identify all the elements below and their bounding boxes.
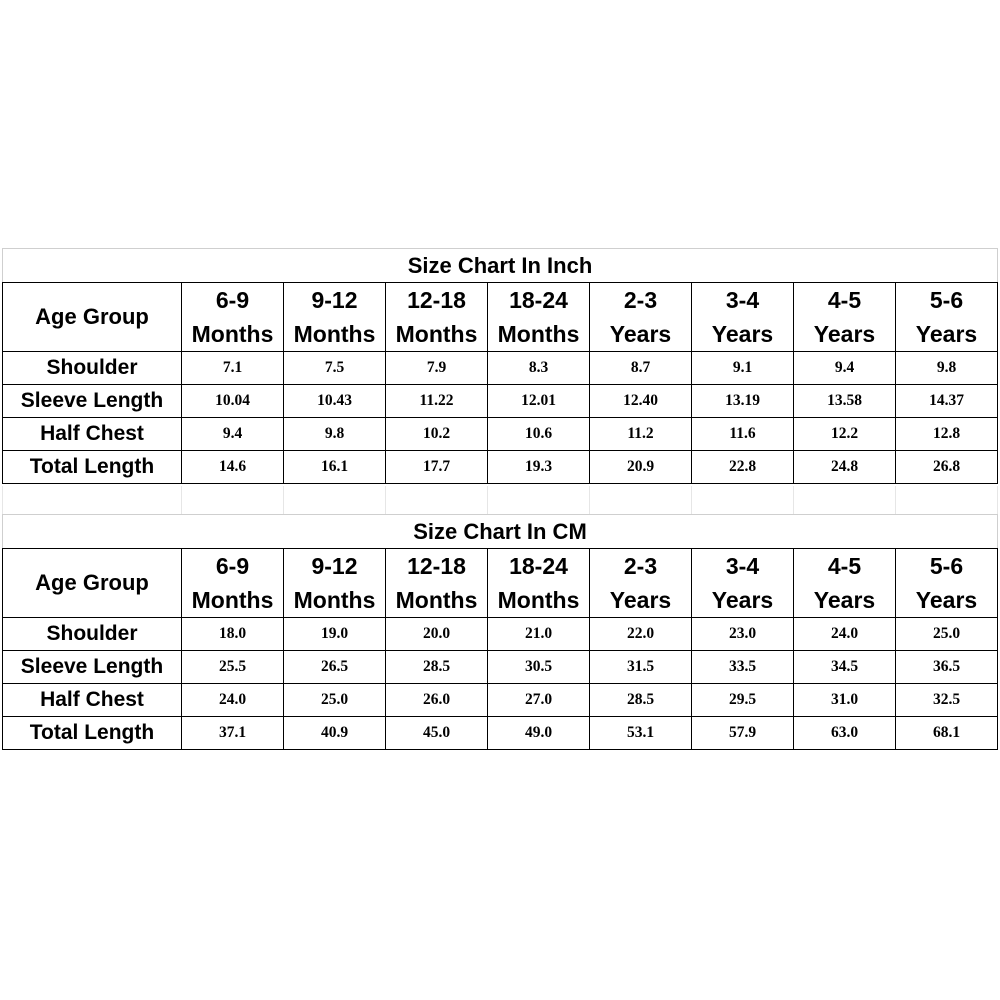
value-cell: 14.6 [182, 451, 284, 484]
value-cell: 18.0 [182, 618, 284, 651]
table-title: Size Chart In CM [3, 515, 998, 549]
value-cell: 19.0 [284, 618, 386, 651]
age-group-header: Age Group [3, 283, 182, 352]
value-cell: 16.1 [284, 451, 386, 484]
spacer-cell [488, 486, 590, 514]
value-cell: 57.9 [692, 717, 794, 750]
header-row [3, 283, 998, 352]
table-row [3, 684, 998, 717]
value-cell: 31.5 [590, 651, 692, 684]
value-cell: 68.1 [896, 717, 998, 750]
table-row [3, 451, 998, 484]
row-label: Sleeve Length [3, 385, 182, 418]
value-cell: 13.19 [692, 385, 794, 418]
row-label: Half Chest [3, 684, 182, 717]
value-cell: 9.1 [692, 352, 794, 385]
value-cell: 17.7 [386, 451, 488, 484]
value-cell: 40.9 [284, 717, 386, 750]
header-row [3, 549, 998, 618]
value-cell: 10.2 [386, 418, 488, 451]
table-row [3, 418, 998, 451]
value-cell: 33.5 [692, 651, 794, 684]
spacer-cell [692, 486, 794, 514]
table-title: Size Chart In Inch [3, 249, 998, 283]
size-header: 2-3 Years [590, 549, 692, 618]
value-cell: 22.0 [590, 618, 692, 651]
value-cell: 36.5 [896, 651, 998, 684]
row-label: Total Length [3, 717, 182, 750]
value-cell: 9.8 [896, 352, 998, 385]
size-header: 5-6 Years [896, 549, 998, 618]
value-cell: 24.8 [794, 451, 896, 484]
value-cell: 9.8 [284, 418, 386, 451]
table-title-row [3, 515, 998, 549]
value-cell: 7.1 [182, 352, 284, 385]
row-label: Shoulder [3, 352, 182, 385]
value-cell: 30.5 [488, 651, 590, 684]
value-cell: 20.0 [386, 618, 488, 651]
value-cell: 19.3 [488, 451, 590, 484]
value-cell: 7.9 [386, 352, 488, 385]
value-cell: 12.8 [896, 418, 998, 451]
row-label: Sleeve Length [3, 651, 182, 684]
size-header: 5-6 Years [896, 283, 998, 352]
age-group-header: Age Group [3, 549, 182, 618]
value-cell: 7.5 [284, 352, 386, 385]
size-header: 12-18 Months [386, 283, 488, 352]
value-cell: 13.58 [794, 385, 896, 418]
spacer-cell [794, 486, 896, 514]
value-cell: 37.1 [182, 717, 284, 750]
size-chart-inch-table [2, 248, 998, 484]
table-row [3, 385, 998, 418]
value-cell: 63.0 [794, 717, 896, 750]
value-cell: 26.5 [284, 651, 386, 684]
table-row [3, 651, 998, 684]
size-header: 6-9 Months [182, 549, 284, 618]
value-cell: 14.37 [896, 385, 998, 418]
size-header: 18-24 Months [488, 283, 590, 352]
value-cell: 27.0 [488, 684, 590, 717]
value-cell: 10.04 [182, 385, 284, 418]
value-cell: 31.0 [794, 684, 896, 717]
size-header: 9-12 Months [284, 283, 386, 352]
value-cell: 49.0 [488, 717, 590, 750]
table-row [3, 618, 998, 651]
value-cell: 28.5 [590, 684, 692, 717]
value-cell: 23.0 [692, 618, 794, 651]
table-row [3, 717, 998, 750]
value-cell: 25.5 [182, 651, 284, 684]
value-cell: 22.8 [692, 451, 794, 484]
spacer-cell [590, 486, 692, 514]
spacer-row [2, 486, 998, 514]
spacer-cell [3, 486, 182, 514]
value-cell: 8.7 [590, 352, 692, 385]
spacer-cell [284, 486, 386, 514]
table-title-row [3, 249, 998, 283]
table-row [3, 352, 998, 385]
size-header: 2-3 Years [590, 283, 692, 352]
value-cell: 34.5 [794, 651, 896, 684]
value-cell: 29.5 [692, 684, 794, 717]
value-cell: 11.6 [692, 418, 794, 451]
size-header: 4-5 Years [794, 549, 896, 618]
value-cell: 26.0 [386, 684, 488, 717]
value-cell: 24.0 [794, 618, 896, 651]
value-cell: 10.6 [488, 418, 590, 451]
value-cell: 12.2 [794, 418, 896, 451]
row-label: Total Length [3, 451, 182, 484]
value-cell: 11.2 [590, 418, 692, 451]
value-cell: 9.4 [794, 352, 896, 385]
size-header: 6-9 Months [182, 283, 284, 352]
value-cell: 10.43 [284, 385, 386, 418]
value-cell: 24.0 [182, 684, 284, 717]
value-cell: 8.3 [488, 352, 590, 385]
value-cell: 12.40 [590, 385, 692, 418]
size-header: 4-5 Years [794, 283, 896, 352]
spacer-cell [386, 486, 488, 514]
value-cell: 12.01 [488, 385, 590, 418]
size-header: 18-24 Months [488, 549, 590, 618]
value-cell: 32.5 [896, 684, 998, 717]
value-cell: 9.4 [182, 418, 284, 451]
value-cell: 20.9 [590, 451, 692, 484]
value-cell: 45.0 [386, 717, 488, 750]
spacer-cell [182, 486, 284, 514]
size-chart-cm-table [2, 514, 998, 750]
row-label: Half Chest [3, 418, 182, 451]
size-header: 3-4 Years [692, 549, 794, 618]
size-header: 9-12 Months [284, 549, 386, 618]
value-cell: 21.0 [488, 618, 590, 651]
value-cell: 53.1 [590, 717, 692, 750]
value-cell: 25.0 [284, 684, 386, 717]
size-header: 3-4 Years [692, 283, 794, 352]
value-cell: 26.8 [896, 451, 998, 484]
value-cell: 25.0 [896, 618, 998, 651]
row-label: Shoulder [3, 618, 182, 651]
value-cell: 28.5 [386, 651, 488, 684]
value-cell: 11.22 [386, 385, 488, 418]
size-header: 12-18 Months [386, 549, 488, 618]
spacer-cell [896, 486, 998, 514]
